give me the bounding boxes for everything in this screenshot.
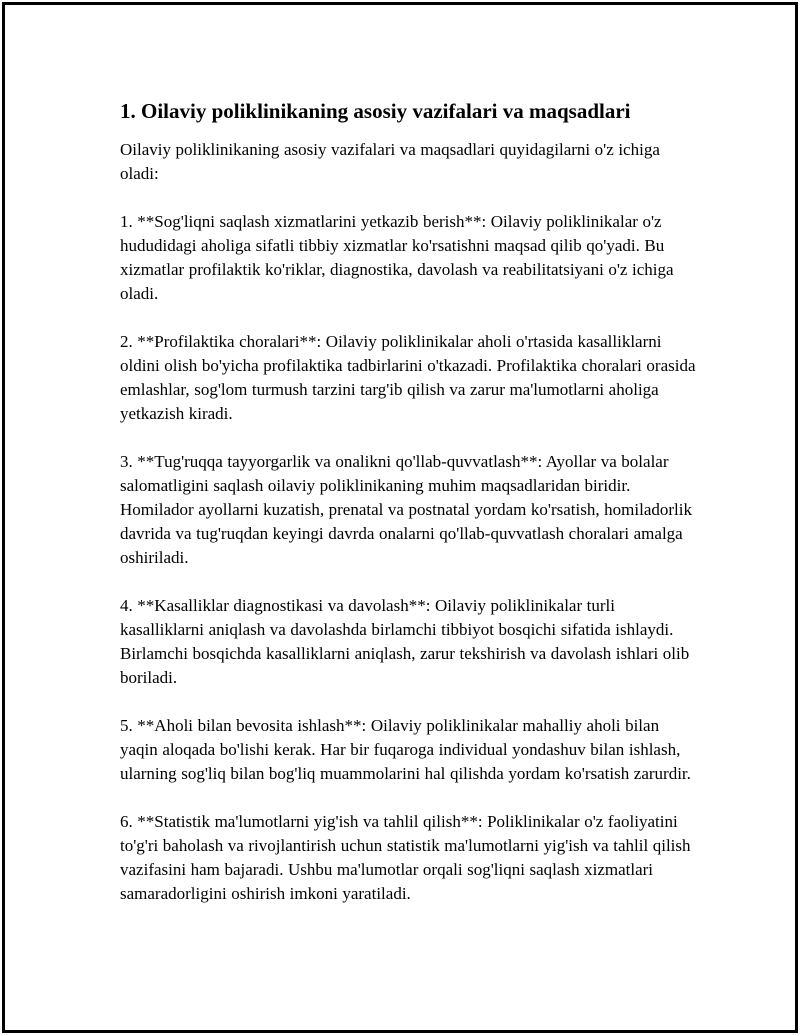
paragraph-item-4: 4. **Kasalliklar diagnostikasi va davolash**: Oilaviy poliklinikalar turli kasalliklarni aniqlash va davolashda birlamchi tibbiyot bosqichi sifatida ishlaydi. Birlamchi bosqichda kasalliklarni aniqlash, zarur tekshirish va davolash ishlari olib boriladi. — [120, 596, 690, 687]
paragraph-item-3: 3. **Tug'ruqqa tayyorgarlik va onalikni qo'llab-quvvatlash**: Ayollar va bolalar salomatligini saqlash oilaviy poliklinikaning muhim maqsadlaridan biridir. Homilador ayollarni kuzatish, prenatal va postnatal yordam ko'rsatish, homiladorlik davrida va tug'ruqdan keyingi davrda onalarni qo'llab-quvvatlash choralari amalga oshiriladi. — [120, 452, 692, 567]
document-body — [120, 97, 700, 930]
paragraph-item-6: 6. **Statistik ma'lumotlarni yig'ish va tahlil qilish**: Poliklinikalar o'z faoliyatini to'g'ri baholash va rivojlantirish uchun statistik ma'lumotlarni yig'ish va tahlil qilish vazifasini ham bajaradi. Ushbu ma'lumotlar orqali sog'liqni saqlash xizmatlari samaradorligini oshirish imkoni yaratiladi. — [120, 812, 691, 903]
page-frame — [2, 2, 798, 1033]
intro-paragraph: Oilaviy poliklinikaning asosiy vazifalari va maqsadlari quyidagilarni o'z ichiga oladi: — [120, 140, 660, 183]
paragraph-item-5: 5. **Aholi bilan bevosita ishlash**: Oilaviy poliklinikalar mahalliy aholi bilan yaqin aloqada bo'lishi kerak. Har bir fuqaroga individual yondashuv bilan ishlash, ularning sog'liq bilan bog'liq muammolarini hal qilishda yordam ko'rsatish zarurdir. — [120, 716, 691, 783]
paragraph-item-2: 2. **Profilaktika choralari**: Oilaviy poliklinikalar aholi o'rtasida kasalliklarni oldini olish bo'yicha profilaktika tadbirlarini o'tkazadi. Profilaktika choralari orasida emlashlar, sog'lom turmush tarzini targ'ib qilish va zarur ma'lumotlarni aholiga yetkazish kiradi. — [120, 332, 696, 423]
document-title: 1. Oilaviy poliklinikaning asosiy vazifalari va maqsadlari — [120, 99, 631, 123]
paragraph-item-1: 1. **Sog'liqni saqlash xizmatlarini yetkazib berish**: Oilaviy poliklinikalar o'z hududidagi aholiga sifatli tibbiy xizmatlar ko'rsatishni maqsad qilib qo'yadi. Bu xizmatlar profilaktik ko'riklar, diagnostika, davolash va reabilitatsiyani o'z ichiga oladi. — [120, 212, 674, 303]
